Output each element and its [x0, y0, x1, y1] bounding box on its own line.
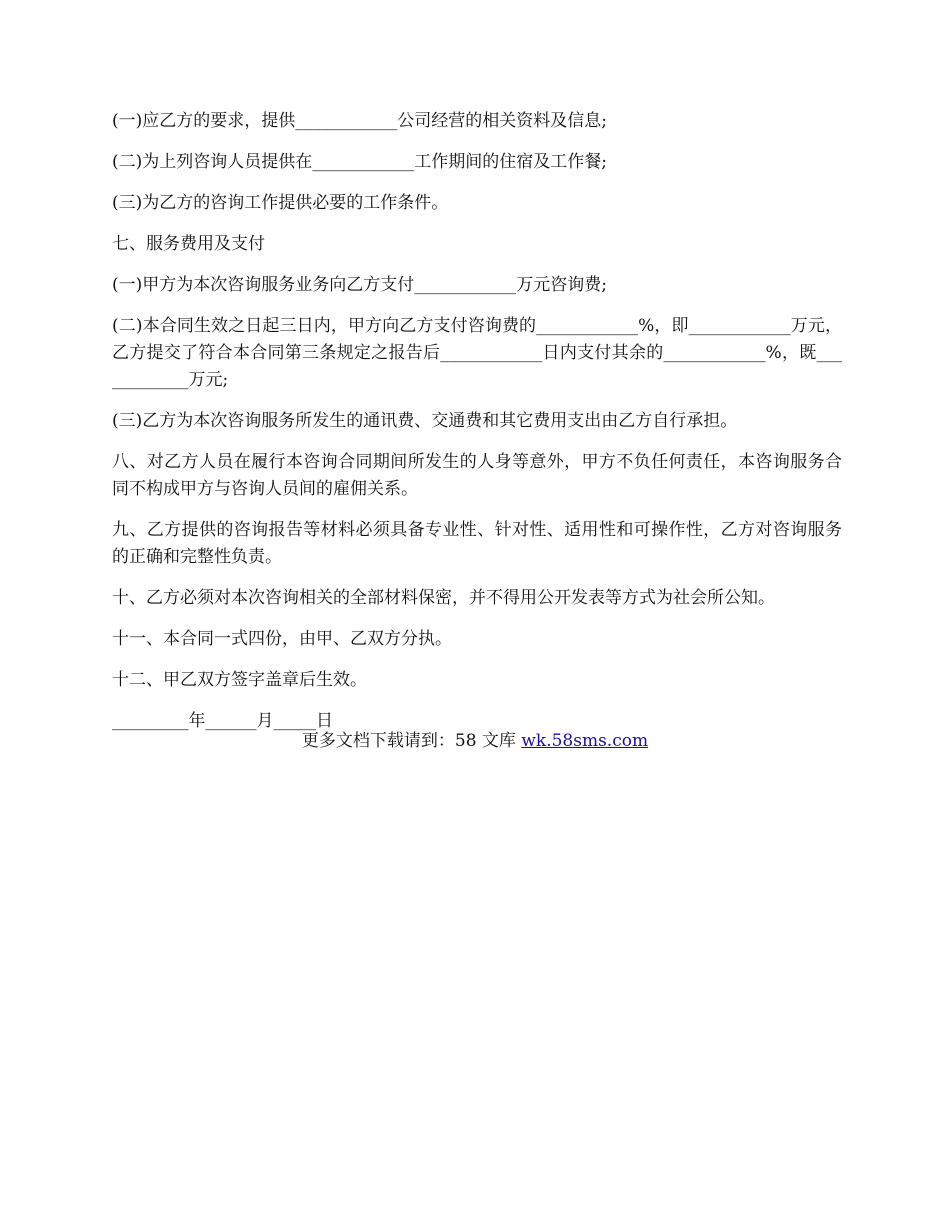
fee-clause-3: (三)乙方为本次咨询服务所发生的通讯费、交通费和其它费用支出由乙方自行承担。: [112, 411, 738, 431]
fee-clause-1: (一)甲方为本次咨询服务业务向乙方支付____________万元咨询费;: [112, 275, 607, 295]
date-line: _________年______月_____日: [112, 711, 333, 731]
fee-clause-2: (二)本合同生效之日起三日内，甲方向乙方支付咨询费的____________%，即____________万元，乙方提交了符合本合同第三条规定之报告后____________日内支付其余的____________%，既____________万元;: [112, 316, 842, 390]
section-heading-fees: 七、服务费用及支付: [112, 234, 265, 254]
section-9-report-quality: 九、乙方提供的咨询报告等材料必须具备专业性、针对性、适用性和可操作性，乙方对咨询服务的正确和完整性负责。: [112, 520, 842, 567]
clause-1-provide-materials: (一)应乙方的要求，提供____________公司经营的相关资料及信息;: [112, 111, 607, 131]
section-10-confidentiality: 十、乙方必须对本次咨询相关的全部材料保密，并不得用公开发表等方式为社会所公知。: [112, 588, 775, 608]
document-body: [112, 108, 842, 749]
section-12-effective: 十二、甲乙双方签字盖章后生效。: [112, 670, 367, 690]
section-11-copies: 十一、本合同一式四份，由甲、乙双方分执。: [112, 629, 452, 649]
footer-link[interactable]: wk.58sms.com: [521, 731, 649, 751]
clause-2-accommodation: (二)为上列咨询人员提供在____________工作期间的住宿及工作餐;: [112, 152, 607, 172]
section-8-liability: 八、对乙方人员在履行本咨询合同期间所发生的人身等意外，甲方不负任何责任，本咨询服务合同不构成甲方与咨询人员间的雇佣关系。: [112, 452, 842, 499]
clause-3-work-conditions: (三)为乙方的咨询工作提供必要的工作条件。: [112, 193, 449, 213]
footer: [0, 728, 950, 755]
footer-text: 更多文档下载请到：58 文库: [301, 731, 522, 751]
